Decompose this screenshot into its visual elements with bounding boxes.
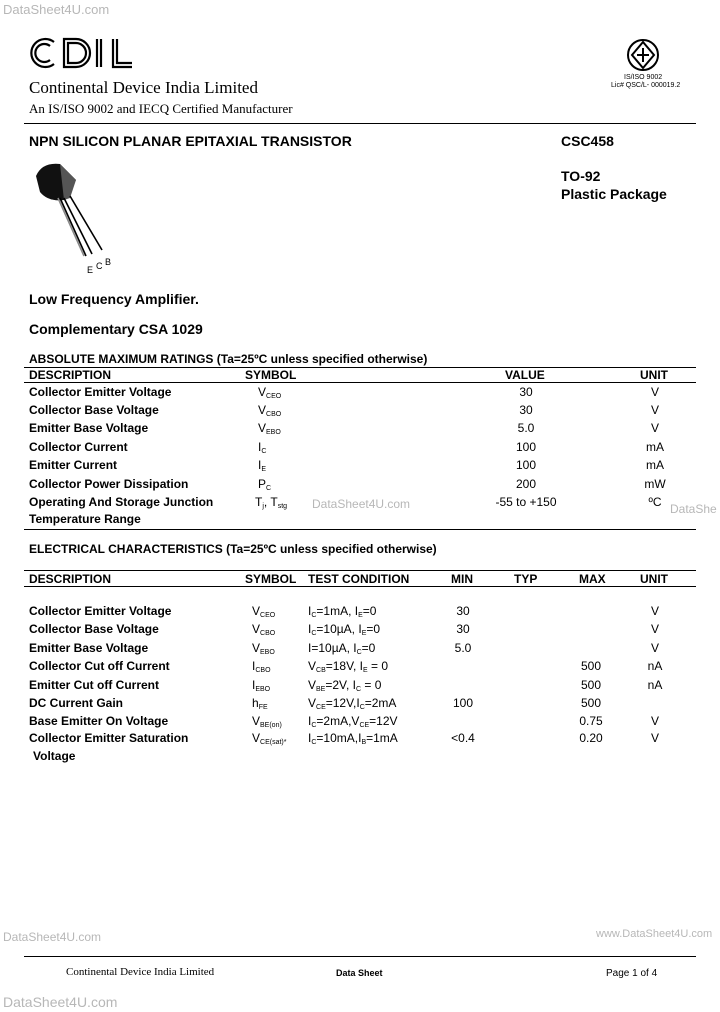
elec-row-desc: Emitter Base Voltage xyxy=(29,641,149,655)
cert-line1: IS/ISO 9002 xyxy=(624,74,663,81)
abs-table-header-rule xyxy=(24,382,696,383)
elec-row-symbol: $I_{CBO}$ xyxy=(252,659,271,674)
abs-row-desc: Operating And Storage Junction xyxy=(29,495,214,509)
abs-row-symbol: $I_C$ xyxy=(258,440,267,455)
elec-row-desc: Collector Emitter Voltage xyxy=(29,604,172,618)
elec-col-symbol: SYMBOL xyxy=(245,572,297,586)
abs-row-unit: mA xyxy=(646,458,664,472)
elec-row-symbol: $V_{CEO}$ xyxy=(252,604,276,619)
abs-row-desc: Collector Current xyxy=(29,440,128,454)
elec-row-condition: $V_{CB}=18V$, $I_E = 0$ xyxy=(308,659,389,674)
elec-row-desc: Emitter Cut off Current xyxy=(29,678,159,692)
elec-row-condition: I=10µA, $I_C=0$ xyxy=(308,641,376,656)
elec-row-desc-cont: Voltage xyxy=(33,749,76,763)
abs-row-value: 30 xyxy=(519,403,533,417)
abs-col-description: DESCRIPTION xyxy=(29,368,112,382)
feature-1: Low Frequency Amplifier. xyxy=(29,291,199,307)
abs-row-symbol: $V_{CEO}$ xyxy=(258,385,282,400)
elec-row-condition: $I_C=2mA,V_{CE}=12V$ xyxy=(308,714,398,729)
elec-row-min: 100 xyxy=(452,696,474,710)
watermark-right-lower: www.DataSheet4U.com xyxy=(596,928,713,940)
elec-row-desc: Collector Cut off Current xyxy=(29,659,170,673)
elec-row-condition: $I_C=1mA$, $I_E=0$ xyxy=(308,604,377,619)
elec-row-symbol: $V_{CBO}$ xyxy=(252,622,276,637)
elec-col-min: MIN xyxy=(451,572,473,586)
elec-row-unit: V xyxy=(650,622,659,636)
abs-row-unit: ºC xyxy=(648,495,662,509)
elec-col-unit: UNIT xyxy=(640,572,668,586)
abs-row-symbol: $V_{EBO}$ xyxy=(258,421,281,436)
abs-col-value: VALUE xyxy=(505,368,545,382)
elec-heading: ELECTRICAL CHARACTERISTICS (Ta=25ºC unless specified otherwise) xyxy=(29,542,437,556)
abs-row-unit: V xyxy=(650,403,659,417)
elec-table-top-rule xyxy=(24,570,696,571)
elec-row-symbol: $h_{FE}$ xyxy=(252,696,268,711)
elec-row-min: 30 xyxy=(456,604,470,618)
footer-doc-type: Data Sheet xyxy=(336,968,383,978)
part-number: CSC458 xyxy=(561,133,614,149)
elec-col-description: DESCRIPTION xyxy=(29,572,112,586)
abs-row-symbol: $T_j$, $T_{stg}$ xyxy=(255,495,288,510)
elec-row-max: 0.75 xyxy=(579,714,603,728)
pin-label-b: B xyxy=(105,257,112,267)
abs-row-desc: Collector Base Voltage xyxy=(29,403,159,417)
abs-table-top-rule xyxy=(24,367,696,368)
elec-row-desc: Base Emitter On Voltage xyxy=(29,714,169,728)
elec-row-max: 0.20 xyxy=(579,731,603,745)
elec-row-max: 500 xyxy=(580,659,602,673)
elec-row-desc: Collector Base Voltage xyxy=(29,622,159,636)
watermark-top: DataSheet4U.com xyxy=(3,2,110,17)
certification-mark xyxy=(626,38,660,72)
elec-row-unit: V xyxy=(650,714,659,728)
abs-row-value: 5.0 xyxy=(517,421,535,435)
abs-row-desc: Collector Power Dissipation xyxy=(29,477,189,491)
elec-col-condition: TEST CONDITION xyxy=(308,572,410,586)
elec-row-condition: $V_{CE}=12V,I_C=2mA$ xyxy=(308,696,397,711)
abs-row-unit: V xyxy=(650,421,659,435)
footer-company: Continental Device India Limited xyxy=(66,966,215,978)
elec-table-header-rule xyxy=(24,586,696,587)
abs-row-desc: Emitter Base Voltage xyxy=(29,421,149,435)
abs-row-desc: Collector Emitter Voltage xyxy=(29,385,172,399)
elec-row-symbol: $V_{CE(sat)*}$ xyxy=(252,731,287,746)
abs-row-value: 200 xyxy=(515,477,537,491)
elec-col-typ: TYP xyxy=(514,572,538,586)
abs-table-bottom-rule xyxy=(24,529,696,530)
elec-row-unit: nA xyxy=(647,659,663,673)
watermark-right: DataShe xyxy=(670,502,717,516)
footer-rule xyxy=(24,956,696,957)
page-title: NPN SILICON PLANAR EPITAXIAL TRANSISTOR xyxy=(29,133,352,149)
elec-row-unit: nA xyxy=(647,678,663,692)
abs-row-unit: mA xyxy=(646,440,664,454)
abs-row-symbol: $I_E$ xyxy=(258,458,267,473)
company-tagline: An IS/ISO 9002 and IECQ Certified Manufacturer xyxy=(29,101,293,116)
abs-col-unit: UNIT xyxy=(640,368,668,382)
abs-row-unit: mW xyxy=(644,477,666,491)
company-name: Continental Device India Limited xyxy=(29,78,258,97)
elec-row-min: 5.0 xyxy=(454,641,472,655)
pin-label-c: C xyxy=(96,261,103,271)
abs-row-value: -55 to +150 xyxy=(495,495,557,509)
elec-row-symbol: $I_{EBO}$ xyxy=(252,678,271,693)
watermark-bottom: DataSheet4U.com xyxy=(3,994,118,1010)
elec-row-min: <0.4 xyxy=(451,731,475,745)
watermark-left: DataSheet4U.com xyxy=(3,930,102,944)
watermark-mid: DataSheet4U.com xyxy=(312,497,411,511)
elec-row-desc: DC Current Gain xyxy=(29,696,124,710)
abs-row-desc: Emitter Current xyxy=(29,458,118,472)
elec-row-max: 500 xyxy=(580,696,602,710)
abs-row-value: 100 xyxy=(515,440,537,454)
elec-row-max: 500 xyxy=(580,678,602,692)
elec-row-symbol: $V_{BE(on)}$ xyxy=(252,714,282,729)
elec-col-max: MAX xyxy=(579,572,606,586)
elec-row-condition: $V_{BE}=2V$, $I_C = 0$ xyxy=(308,678,382,693)
feature-2: Complementary CSA 1029 xyxy=(29,321,203,337)
abs-max-heading: ABSOLUTE MAXIMUM RATINGS (Ta=25ºC unless specified otherwise) xyxy=(29,352,428,366)
elec-row-symbol: $V_{EBO}$ xyxy=(252,641,275,656)
footer-page-number: Page 1 of 4 xyxy=(606,968,658,979)
elec-row-unit: V xyxy=(650,604,659,618)
abs-col-symbol: SYMBOL xyxy=(245,368,297,382)
elec-row-condition: $I_C=10\mu A$, $I_E=0$ xyxy=(308,622,381,637)
abs-row-unit: V xyxy=(650,385,659,399)
abs-row-value: 100 xyxy=(515,458,537,472)
abs-row-symbol: $P_C$ xyxy=(258,477,272,492)
elec-row-min: 30 xyxy=(456,622,470,636)
cert-line2: Lic# QSC/L- 000019.2 xyxy=(611,82,681,89)
pin-label-e: E xyxy=(87,265,94,275)
abs-row-desc-cont: Temperature Range xyxy=(29,512,141,526)
elec-row-condition: $I_C=10mA,I_B=1mA$ xyxy=(308,731,398,746)
abs-row-symbol: $V_{CBO}$ xyxy=(258,403,282,418)
elec-row-desc: Collector Emitter Saturation xyxy=(29,731,189,745)
elec-row-unit: V xyxy=(650,641,659,655)
elec-row-unit: V xyxy=(650,731,659,745)
package-desc: Plastic Package xyxy=(561,186,667,202)
abs-row-value: 30 xyxy=(519,385,533,399)
header-divider xyxy=(24,123,696,124)
cdil-logo xyxy=(28,36,138,70)
package-type: TO-92 xyxy=(561,168,601,184)
